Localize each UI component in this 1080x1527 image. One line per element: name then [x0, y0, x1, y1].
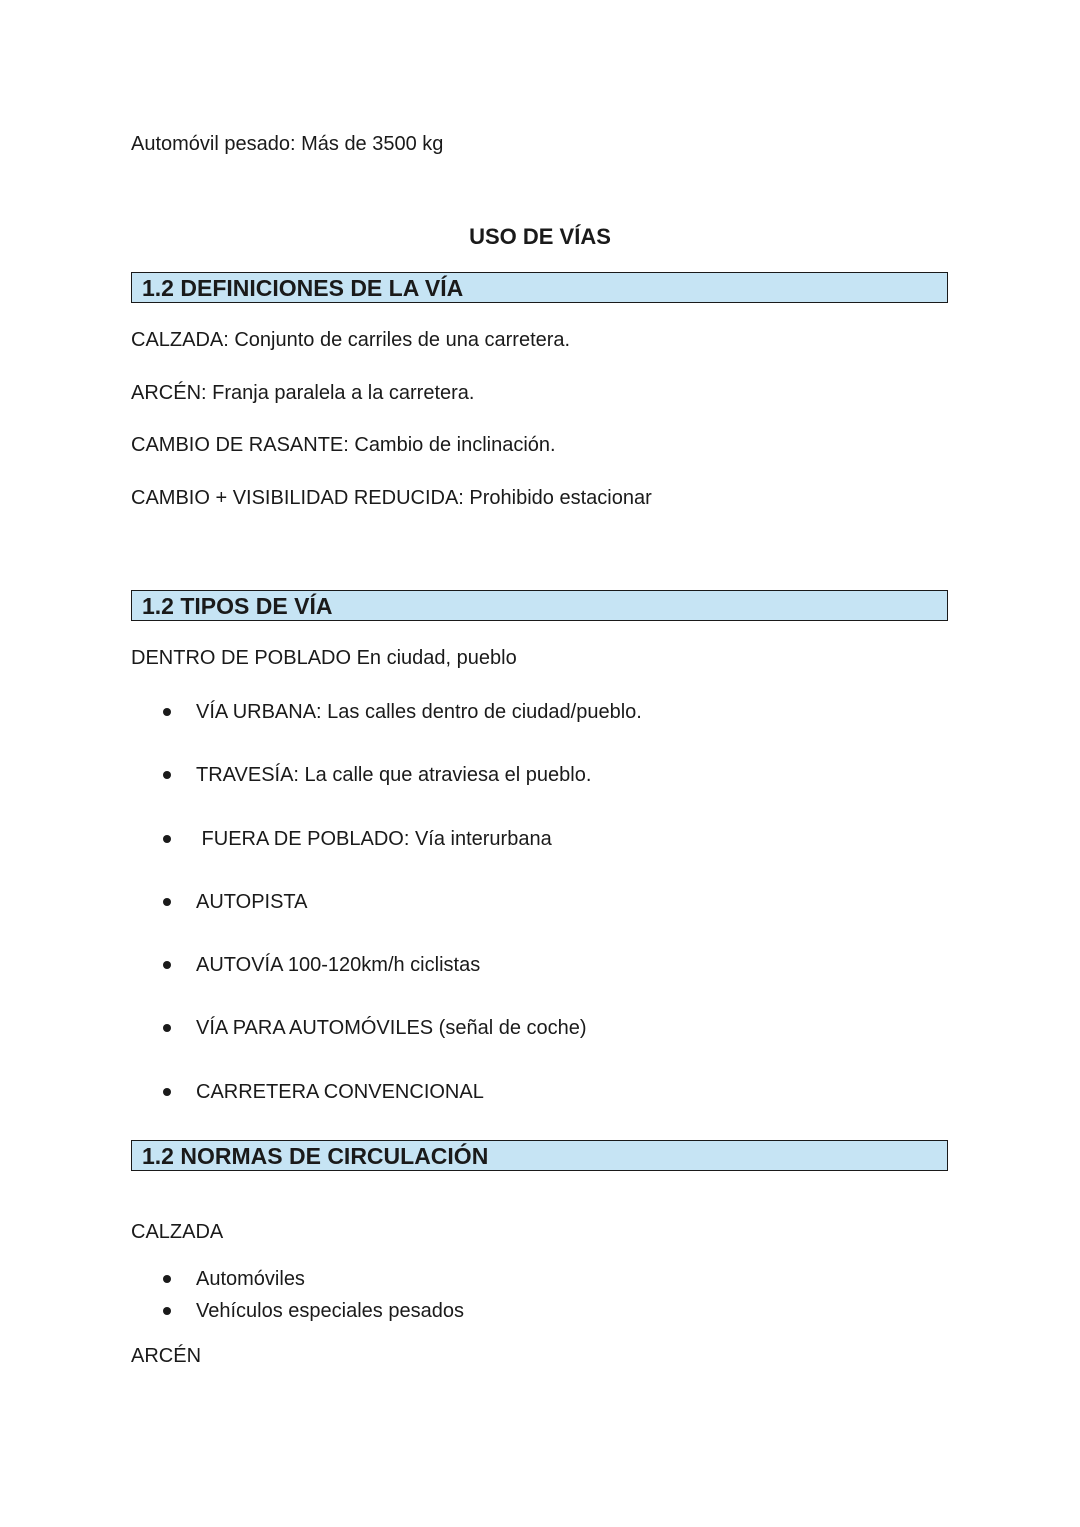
list-item-text: TRAVESÍA: La calle que atraviesa el pueblo.: [196, 764, 592, 786]
bullet-icon: [163, 1307, 171, 1315]
definition-line: ARCÉN: Franja paralela a la carretera.: [131, 382, 475, 404]
section-title: 1.2 TIPOS DE VÍA: [142, 593, 333, 619]
section-header-normas: [131, 1140, 948, 1171]
list-item-text: AUTOVÍA 100-120km/h ciclistas: [196, 954, 481, 976]
bullet-icon: [163, 708, 171, 716]
section-header-definiciones: [131, 272, 948, 303]
definition-line: CALZADA: Conjunto de carriles de una carretera.: [131, 329, 571, 351]
section-title: 1.2 DEFINICIONES DE LA VÍA: [142, 275, 464, 301]
bullet-icon: [163, 961, 171, 969]
subsection-label-arcen: ARCÉN: [131, 1345, 202, 1367]
bullet-icon: [163, 898, 171, 906]
bullet-icon: [163, 1275, 171, 1283]
list-item-text: VÍA PARA AUTOMÓVILES (señal de coche): [196, 1017, 587, 1039]
bullet-icon: [163, 771, 171, 779]
list-item-text: Automóviles: [196, 1268, 305, 1290]
definition-line: CAMBIO + VISIBILIDAD REDUCIDA: Prohibido estacionar: [131, 487, 652, 509]
list-item-text: CARRETERA CONVENCIONAL: [196, 1081, 484, 1103]
section-intro: DENTRO DE POBLADO En ciudad, pueblo: [131, 647, 517, 669]
main-title: USO DE VÍAS: [469, 224, 611, 249]
list-item-text: VÍA URBANA: Las calles dentro de ciudad/pueblo.: [196, 701, 642, 723]
section-header-tipos: [131, 590, 948, 621]
bullet-icon: [163, 835, 171, 843]
bullet-icon: [163, 1088, 171, 1096]
subsection-label-calzada: CALZADA: [131, 1221, 224, 1243]
list-item-text: AUTOPISTA: [196, 891, 308, 913]
list-item-text: FUERA DE POBLADO: Vía interurbana: [196, 828, 552, 850]
section-title: 1.2 NORMAS DE CIRCULACIÓN: [142, 1143, 489, 1169]
definition-line: CAMBIO DE RASANTE: Cambio de inclinación.: [131, 434, 556, 456]
bullet-icon: [163, 1024, 171, 1032]
list-item-text: Vehículos especiales pesados: [196, 1300, 464, 1322]
intro-line: Automóvil pesado: Más de 3500 kg: [131, 133, 444, 155]
